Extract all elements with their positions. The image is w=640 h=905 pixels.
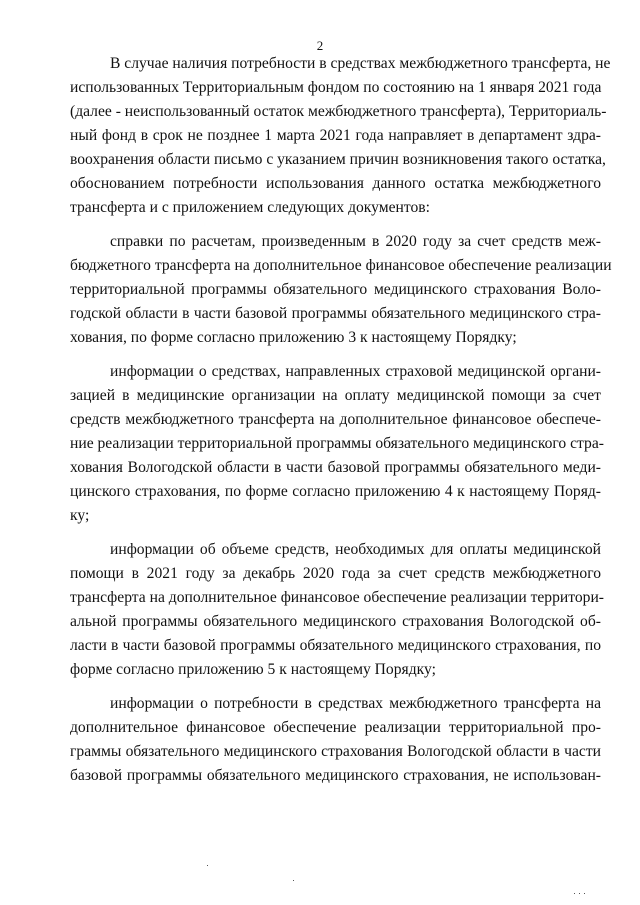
page-number: 2 bbox=[316, 38, 324, 53]
scan-speck bbox=[574, 893, 575, 894]
paragraph-line: дополнительное финансовое обеспечение реализации территориальной про- bbox=[70, 719, 601, 736]
paragraph-line: информации о средствах, направленных страховой медицинской органи- bbox=[110, 363, 601, 380]
paragraph-line: использованных Территориальным фондом по состоянию на 1 января 2021 года bbox=[70, 79, 602, 96]
paragraph-line: помощи в 2021 году за декабрь 2020 года за счет средств межбюджетного bbox=[70, 565, 601, 582]
paragraph-line: средств межбюджетного трансферта на дополнительное финансовое обеспече- bbox=[70, 411, 601, 428]
scan-speck bbox=[207, 865, 208, 866]
paragraph-line: граммы обязательного медицинского страхования Вологодской области в части bbox=[70, 743, 601, 760]
paragraph-line: форме согласно приложению 5 к настоящему Порядку; bbox=[70, 661, 436, 678]
paragraph-line: зацией в медицинские организации на оплату медицинской помощи за счет bbox=[70, 387, 601, 404]
paragraph-line: ласти в части базовой программы обязательного медицинского страхования, по bbox=[70, 637, 601, 654]
paragraph-line: территориальной программы обязательного медицинского страхования Воло- bbox=[70, 281, 601, 298]
paragraph-line: информации об объеме средств, необходимых для оплаты медицинской bbox=[110, 541, 601, 558]
scan-speck bbox=[584, 893, 585, 894]
paragraph-line: бюджетного трансферта на дополнительное финансовое обеспечение реализации bbox=[70, 257, 612, 274]
paragraph-line: ние реализации территориальной программы обязательного медицинского стра- bbox=[70, 435, 604, 452]
paragraph-line: хования, по форме согласно приложению 3 к настоящему Порядку; bbox=[70, 329, 517, 346]
paragraph-line: базовой программы обязательного медицинского страхования, не использован- bbox=[70, 767, 601, 784]
paragraph-line: справки по расчетам, произведенным в 2020 году за счет средств меж- bbox=[110, 233, 601, 250]
paragraph-line: воохранения области письмо с указанием причин возникновения такого остатка, bbox=[70, 151, 606, 168]
scan-speck bbox=[293, 880, 294, 881]
paragraph-line: трансферта и с приложением следующих документов: bbox=[70, 199, 430, 216]
paragraph-line: (далее - неиспользованный остаток межбюджетного трансферта), Территориаль- bbox=[70, 103, 607, 120]
paragraph-line: ку; bbox=[70, 507, 90, 524]
scan-speck bbox=[579, 893, 580, 894]
paragraph-line: хования Вологодской области в части базовой программы обязательного меди- bbox=[70, 459, 601, 476]
paragraph-line: цинского страхования, по форме согласно приложению 4 к настоящему Поряд- bbox=[70, 483, 601, 500]
paragraph-line: годской области в части базовой программы обязательного медицинского стра- bbox=[70, 305, 601, 322]
paragraph-line: обоснованием потребности использования данного остатка межбюджетного bbox=[70, 175, 601, 192]
paragraph-line: ный фонд в срок не позднее 1 марта 2021 года направляет в департамент здра- bbox=[70, 127, 601, 144]
paragraph-line: альной программы обязательного медицинского страхования Вологодской об- bbox=[70, 613, 601, 630]
paragraph-line: В случае наличия потребности в средствах межбюджетного трансферта, не bbox=[110, 55, 611, 72]
paragraph-line: трансферта на дополнительное финансовое обеспечение реализации территори- bbox=[70, 589, 604, 606]
paragraph-line: информации о потребности в средствах межбюджетного трансферта на bbox=[110, 695, 601, 712]
